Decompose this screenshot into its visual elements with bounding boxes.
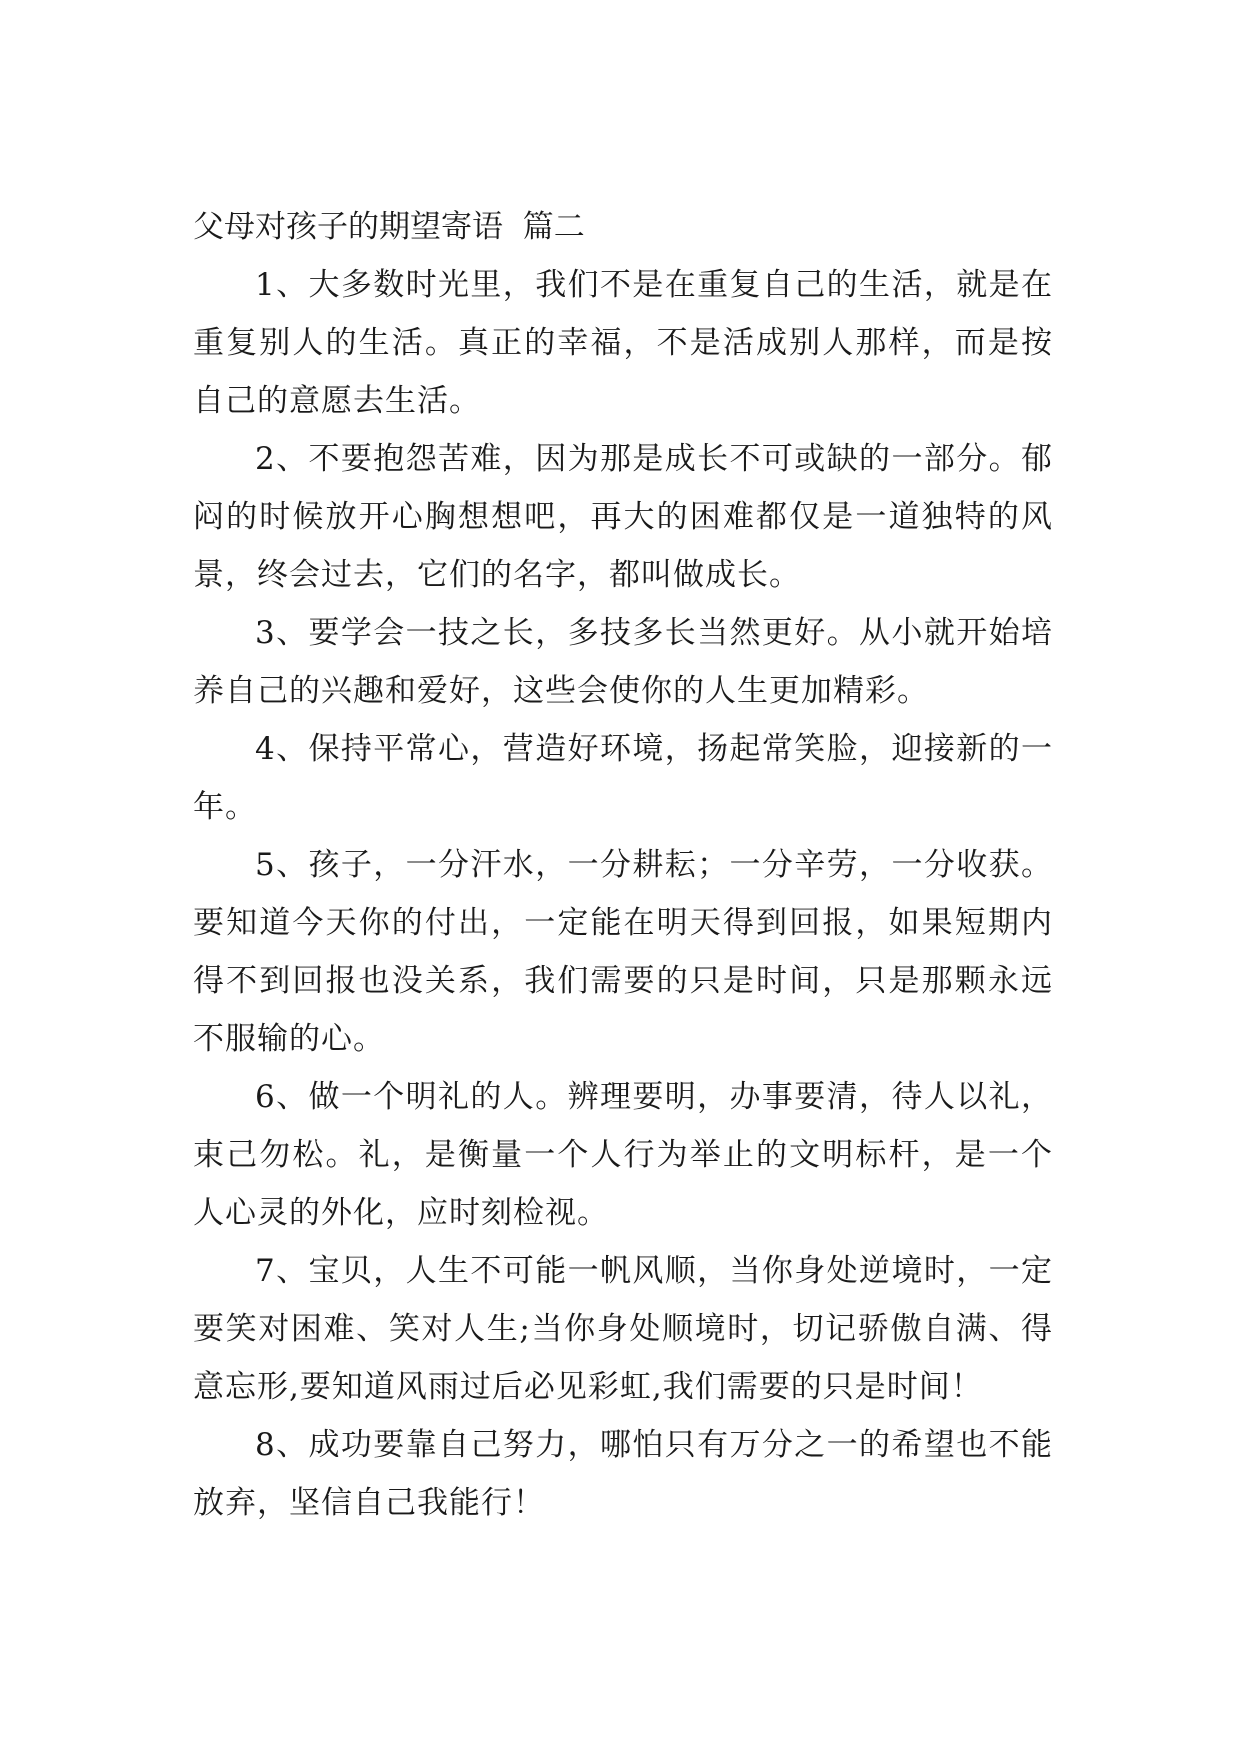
- paragraph-4: 4、保持平常心，营造好环境，扬起常笑脸，迎接新的一年。: [193, 731, 1053, 825]
- document-page: [193, 198, 1053, 1532]
- paragraph-5: 5、孩子，一分汗水，一分耕耘；一分辛劳，一分收获。要知道今天你的付出，一定能在明天得到回报，如果短期内得不到回报也没关系，我们需要的只是时间，只是那颗永远不服输的心。: [193, 847, 1053, 1057]
- paragraph-7: 7、宝贝，人生不可能一帆风顺，当你身处逆境时，一定要笑对困难、笑对人生;当你身处顺境时，切记骄傲自满、得意忘形,要知道风雨过后必见彩虹,我们需要的只是时间！: [193, 1253, 1053, 1405]
- paragraph-2: 2、不要抱怨苦难，因为那是成长不可或缺的一部分。郁闷的时候放开心胸想想吧，再大的困难都仅是一道独特的风景，终会过去，它们的名字，都叫做成长。: [193, 441, 1053, 593]
- paragraph-3: 3、要学会一技之长，多技多长当然更好。从小就开始培养自己的兴趣和爱好，这些会使你的人生更加精彩。: [193, 615, 1053, 709]
- document-title: 父母对孩子的期望寄语 篇二: [193, 209, 585, 245]
- paragraph-8: 8、成功要靠自己努力，哪怕只有万分之一的希望也不能放弃，坚信自己我能行！: [193, 1427, 1053, 1521]
- paragraph-1: 1、大多数时光里，我们不是在重复自己的生活，就是在重复别人的生活。真正的幸福，不是活成别人那样，而是按自己的意愿去生活。: [193, 267, 1053, 419]
- paragraph-6: 6、做一个明礼的人。辨理要明，办事要清，待人以礼，束己勿松。礼，是衡量一个人行为举止的文明标杆，是一个人心灵的外化，应时刻检视。: [193, 1079, 1053, 1231]
